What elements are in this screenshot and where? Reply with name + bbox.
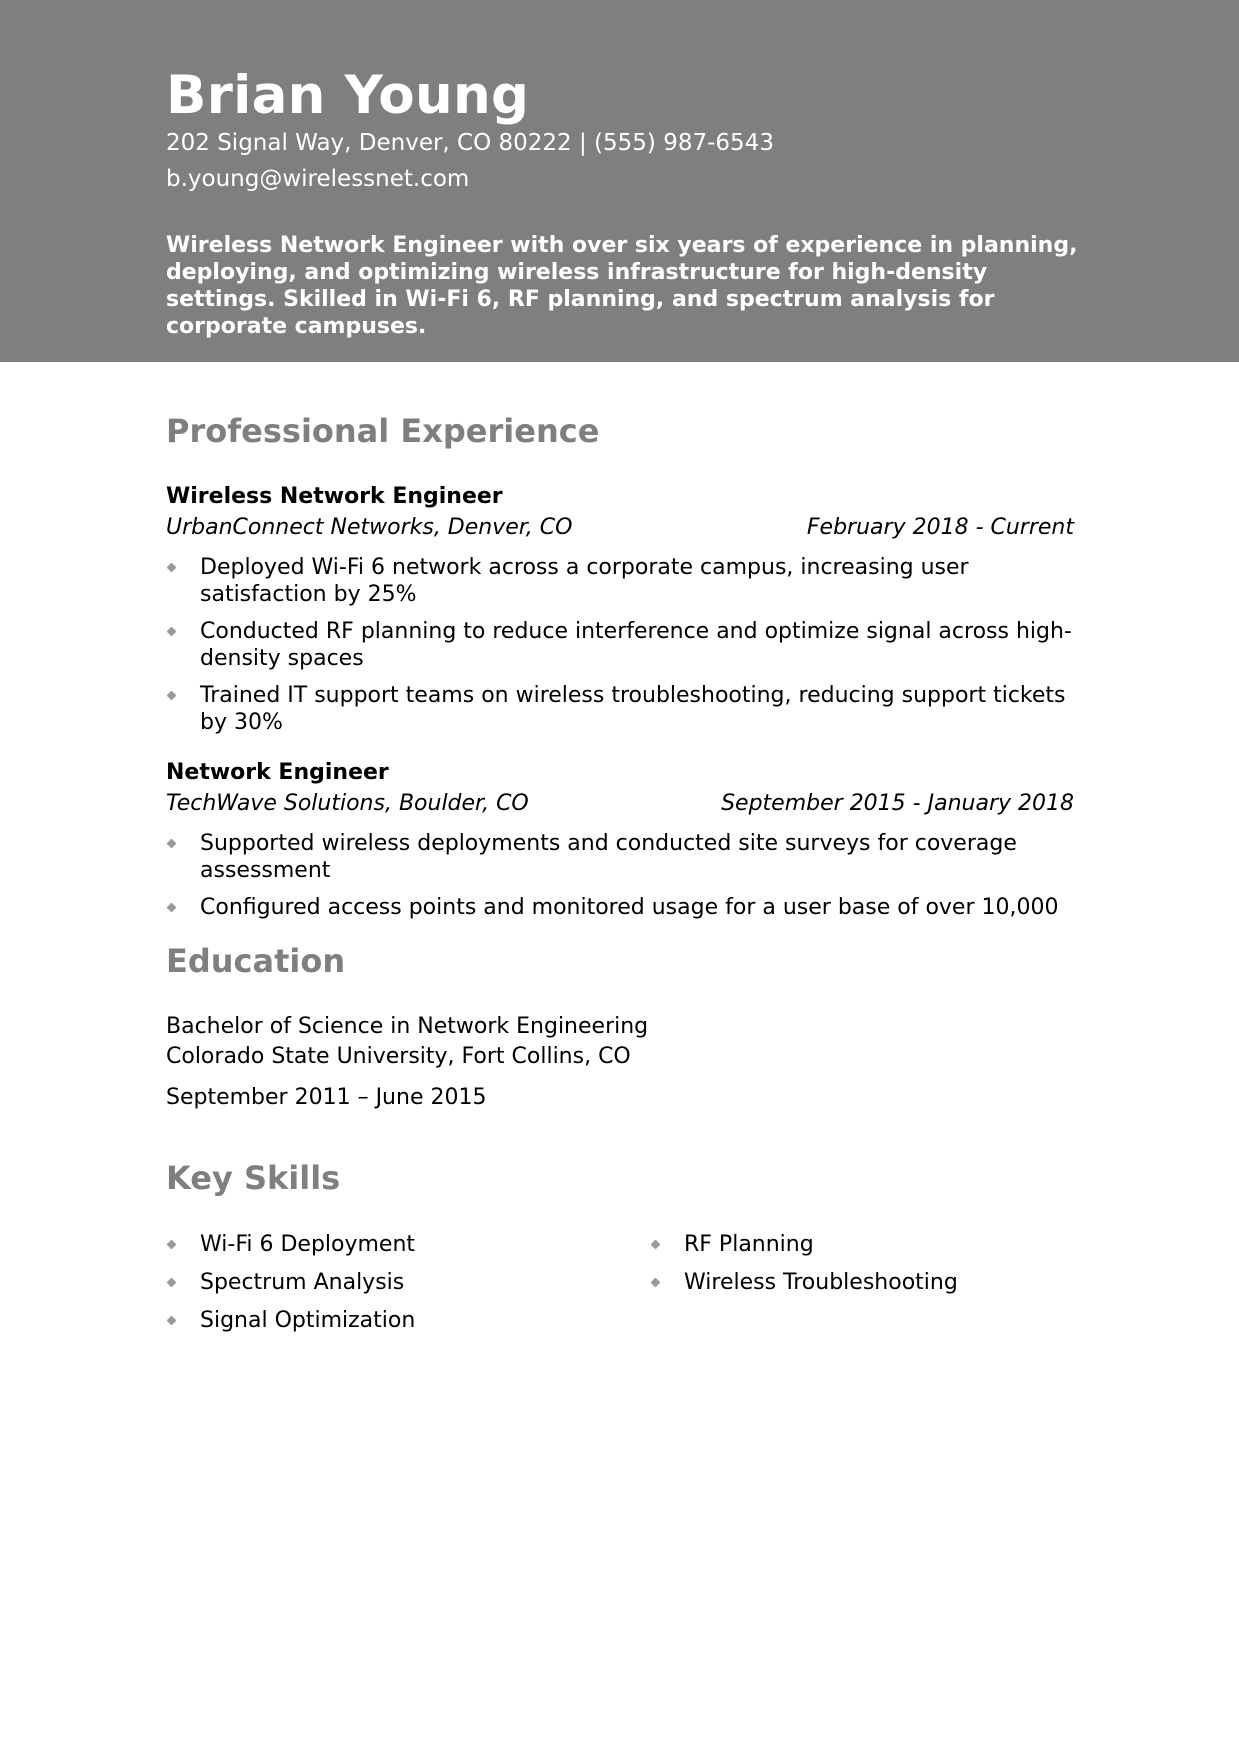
list-item: Supported wireless deployments and conducted site surveys for coverage assessment [166, 830, 1086, 884]
bullet-icon [651, 1278, 661, 1288]
job-bullets [166, 830, 1086, 921]
list-item: Trained IT support teams on wireless troubleshooting, reducing support tickets by 30% [166, 682, 1086, 736]
bullet-icon [167, 627, 177, 637]
job-bullets [166, 554, 1086, 736]
education-school: Colorado State University, Fort Collins, CO [166, 1044, 631, 1069]
bullet-icon [167, 1278, 177, 1288]
education-dates: September 2011 – June 2015 [166, 1085, 487, 1110]
candidate-name: Brian Young [166, 65, 530, 126]
skill-item: RF Planning [650, 1230, 814, 1260]
job-title: Network Engineer [166, 760, 389, 785]
list-item: Deployed Wi-Fi 6 network across a corporate campus, increasing user satisfaction by 25% [166, 554, 1086, 608]
skill-item: Wireless Troubleshooting [650, 1268, 958, 1298]
skill-item: Spectrum Analysis [166, 1268, 404, 1298]
bullet-icon [167, 1316, 177, 1326]
bullet-icon [167, 839, 177, 849]
bullet-icon [167, 691, 177, 701]
education-degree: Bachelor of Science in Network Engineering [166, 1014, 649, 1039]
skill-item: Wi-Fi 6 Deployment [166, 1230, 415, 1260]
section-title-experience: Professional Experience [166, 412, 600, 450]
job-org: UrbanConnect Networks, Denver, CO [166, 515, 573, 540]
header-banner [0, 0, 1239, 362]
job-org: TechWave Solutions, Boulder, CO [166, 791, 529, 816]
bullet-icon [167, 563, 177, 573]
job-dates: February 2018 - Current [806, 515, 1074, 540]
bullet-icon [167, 903, 177, 913]
bullet-icon [167, 1240, 177, 1250]
summary: Wireless Network Engineer with over six years of experience in planning, deploying, and optimizing wireless infrastructure for high-density settings. Skilled in Wi-Fi 6, RF planning, and spectrum analysis for corporate campuses. [166, 233, 1078, 339]
section-title-skills: Key Skills [166, 1159, 341, 1197]
job-dates: September 2015 - January 2018 [721, 791, 1074, 816]
list-item: Conducted RF planning to reduce interference and optimize signal across high-density spaces [166, 618, 1086, 672]
skill-item: Signal Optimization [166, 1306, 415, 1336]
section-title-education: Education [166, 942, 346, 980]
bullet-icon [651, 1240, 661, 1250]
list-item: Configured access points and monitored usage for a user base of over 10,000 [166, 894, 1086, 921]
address-phone: 202 Signal Way, Denver, CO 80222 | (555) 987-6543 [166, 130, 774, 156]
job-title: Wireless Network Engineer [166, 484, 503, 509]
email: b.young@wirelessnet.com [166, 166, 470, 192]
